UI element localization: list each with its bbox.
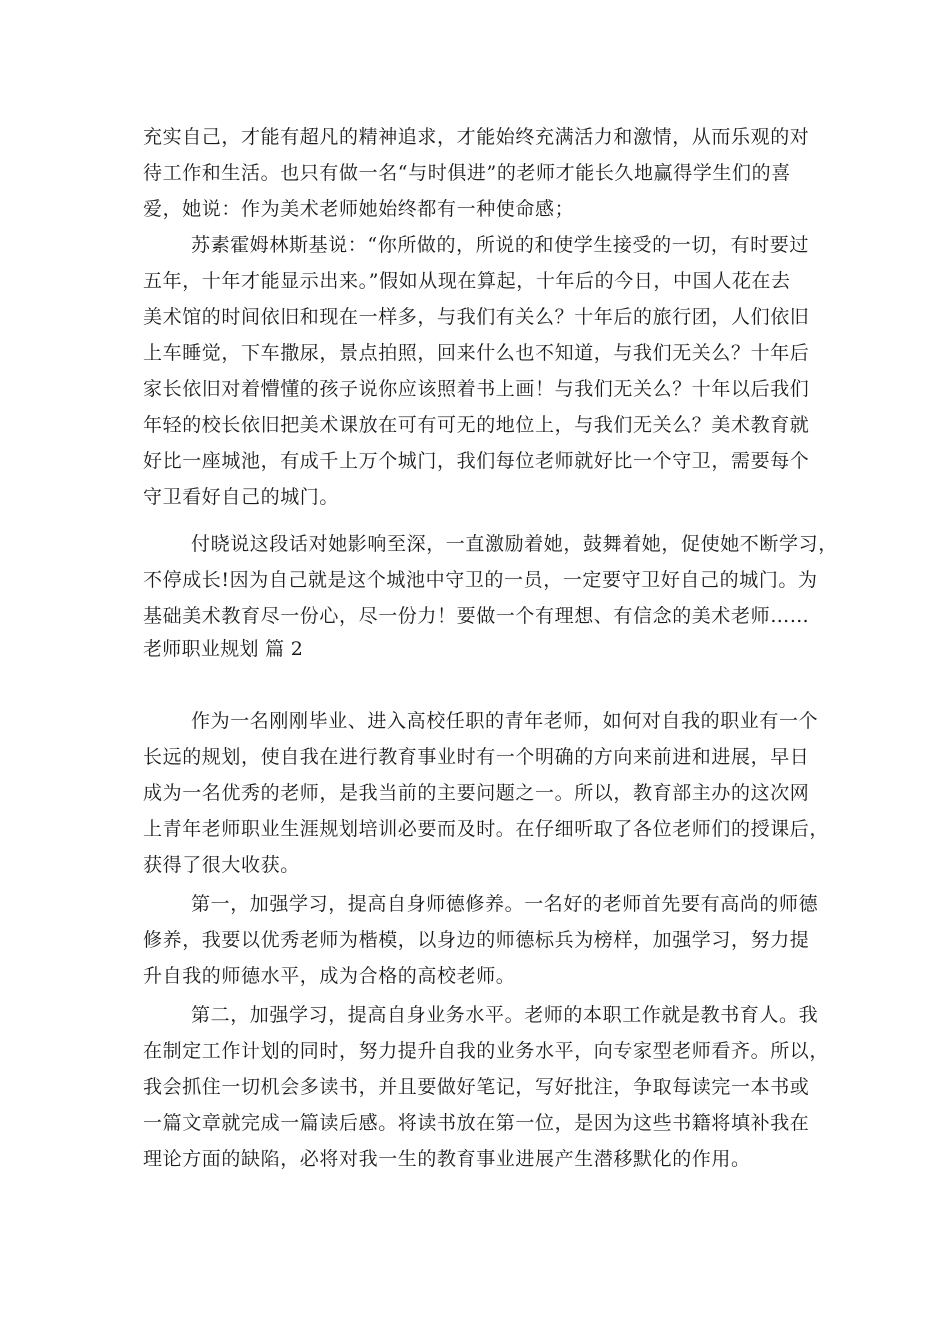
paragraph-first-line: 第二，加强学习，提高自身业务水平。老师的本职工作就是教书育人。我 <box>191 1004 819 1026</box>
paragraph-first-line: 苏素霍姆林斯基说：“你所做的，所说的和使学生接受的一切，有时要过 <box>191 234 809 256</box>
text-line: 基础美术教育尽一份心，尽一份力！要做一个有理想、有信念的美术老师…… <box>143 605 810 627</box>
text-line: 理论方面的缺陷，必将对我一生的教育事业进展产生潜移默化的作用。 <box>143 1148 751 1170</box>
text-line: 守卫看好自己的城门。 <box>143 486 340 508</box>
text-line: 一篇文章就完成一篇读后感。将读书放在第一位，是因为这些书籍将填补我在 <box>143 1112 810 1134</box>
text-line: 修养，我要以优秀老师为楷模，以身边的师德标兵为榜样，加强学习，努力提 <box>143 929 810 951</box>
text-line: 升自我的师德水平，成为合格的高校老师。 <box>143 965 516 987</box>
text-line: 五年，十年才能显示出来。”假如从现在算起，十年后的今日，中国人花在去 <box>143 270 791 292</box>
paragraph-first-line: 作为一名刚刚毕业、进入高校任职的青年老师，如何对自我的职业有一个 <box>191 710 819 732</box>
text-line: 获得了很大收获。 <box>143 854 300 876</box>
text-line: 爱，她说：作为美术老师她始终都有一种使命感； <box>143 198 575 220</box>
text-line: 不停成长!因为自己就是这个城池中守卫的一员，一定要守卫好自己的城门。为 <box>143 569 818 591</box>
text-line: 成为一名优秀的老师，是我当前的主要问题之一。所以，教育部主办的这次网 <box>143 782 810 804</box>
text-line: 上青年老师职业生涯规划培训必要而及时。在仔细听取了各位老师们的授课后， <box>143 818 830 840</box>
paragraph-first-line: 付晓说这段话对她影响至深，一直激励着她，鼓舞着她，促使她不断学习， <box>191 533 838 555</box>
text-line: 年轻的校长依旧把美术课放在可有可无的地位上，与我们无关么？美术教育就 <box>143 414 810 436</box>
text-line: 待工作和生活。也只有做一名“与时俱进”的老师才能长久地赢得学生们的喜 <box>143 162 791 184</box>
text-line: 美术馆的时间依旧和现在一样多，与我们有关么？十年后的旅行团，人们依旧 <box>143 306 810 328</box>
section-heading: 老师职业规划 篇 2 <box>143 638 304 660</box>
text-line: 充实自己，才能有超凡的精神追求，才能始终充满活力和激情，从而乐观的对 <box>143 126 810 148</box>
text-line: 在制定工作计划的同时，努力提升自我的业务水平，向专家型老师看齐。所以， <box>143 1040 830 1062</box>
text-line: 长远的规划，使自我在进行教育事业时有一个明确的方向来前进和进展，早日 <box>143 746 810 768</box>
paragraph-first-line: 第一，加强学习，提高自身师德修养。一名好的老师首先要有高尚的师德 <box>191 893 819 915</box>
text-line: 上车睡觉，下车撒尿，景点拍照，回来什么也不知道，与我们无关么？十年后 <box>143 342 810 364</box>
text-line: 好比一座城池，有成千上万个城门，我们每位老师就好比一个守卫，需要每个 <box>143 450 810 472</box>
text-line: 我会抓住一切机会多读书，并且要做好笔记，写好批注，争取每读完一本书或 <box>143 1076 810 1098</box>
text-line: 家长依旧对着懵懂的孩子说你应该照着书上画！与我们无关么？十年以后我们 <box>143 378 810 400</box>
